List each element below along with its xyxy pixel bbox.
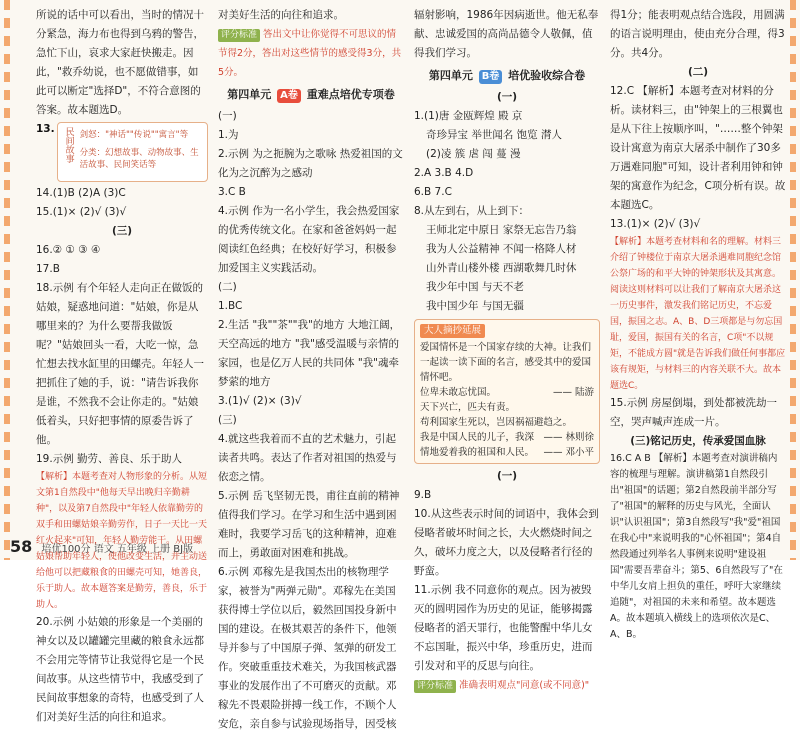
quote-line: 苟利国家生死以，岂因祸福避趋之。 —— 林则徐 [420,417,594,443]
explanation: 【解析】本题考查对人物形象的分析。从短文第1自然段中"他每天早出晚归辛勤耕种"，以及第7自然段中"年轻人依靠勤劳的双手和田螺姑娘辛勤劳作，日子一天比一天红火起来"可知，年轻人勤劳能干。从田螺姑娘帮助年轻人，使他改变生活，并主动送给他可以把藏粮食的田螺壳可知，她善良，乐于助人。故本题答案是勤劳，善良，乐于助人。 [36,472,208,610]
answer-line: 2.A 3.B 4.D [414,167,474,179]
answer-line: 1.BC [218,300,243,312]
paragraph: 所说的话中可以看出，当时的情况十分紧急，海力布也得到乌鸦的警告，急忙下山，哀求大家赶快搬走。因此，"救乔幼说，也不愿做错事，如此可以断定"选择D"，不符合意图的答案。故本题选D。 [36,9,204,116]
quote-line: 我是中国人民的儿子，我深情地爱着我的祖国和人民。 —— 邓小平 [420,432,594,458]
explanation: 【解析】本题考查材料和名的理解。材料三介绍了钟楼位于南京大屠杀遇难同胞纪念馆公祭广场的和平大钟的钟架形状及其寓意。阅读这则材料可以让我们了解南京大屠杀这一历史事件，激发我们铭记历史，不忘爱国，振国之志。A、B、D三项都是与勿忘国耻，爱国，振国有关的名言，C项"不以规矩，不能成方圆"就是告诉我们做任何事都应该有规矩，与材料三的内容关联不大。故本题选C。 [610,237,786,391]
poem-line: 王师北定中原日 家祭无忘告乃翁 [426,224,577,236]
answer-line: 6.B 7.C [414,186,452,198]
answer-line: 20.示例 小姑娘的形象是一个美丽的神女以及以罐罐完里藏的粮食永远都不会用完等情节让我觉得它是一个民间故事。从这些情节中，我感受到了民间故事想象的奇特，也感受到了人们对美好生活的向往和追求。 [36,616,204,723]
answer-line: 10.从这些表示时间的词语中，我体会到侵略者破坏时间之长，大火燃烧时间之久，破坏力度之大，以及侵略者行径的野蛮。 [414,508,599,577]
quote-box-body: 爱国情怀是一个国家存续的大神。让我们一起读一读下面的名言，感受其中的爱国情怀吧。 [420,342,592,383]
answer-line: 16.C A B 【解析】本题考查对演讲稿内容的梳理与理解。演讲稿第1自然段引出"祖国"的话题；第2自然段前半部分写了"祖国"的解释的历史与风光，全面认识"认识祖国"；第3自然段写"我"爱"祖国在我心中"来说明我的"心怀祖国"；第4自然段通过列举名人事例来说明"建设祖国"需要吾辈奋斗；第5、6自然段写了"在中华儿女肩上担负的重任，呼吁大家继续追随"，对祖国的未来和希望。故本题选A。故本题填入横线上的选项依次是C、A、B。 [610,453,783,640]
unit-heading [414,66,600,85]
answer-line: 3.C B [218,186,246,198]
section-heading: (三) [111,225,133,237]
answer-line: 4.就这些我着而不直的艺术魅力，引起读者共鸣。表达了作者对祖国的热爱与依恋之情。 [218,433,397,483]
paragraph: 对美好生活的向往和追求。 [218,9,344,21]
binding-strip-left [4,0,10,560]
answer-line: 14.(1)B (2)A (3)C [36,187,126,199]
section-heading: (一) [496,470,518,482]
answer-line: 3.(1)√ (2)× (3)√ [218,395,302,407]
folk-story-diagram [57,122,208,182]
page-number: 58 [10,537,33,556]
unit-subtitle: 培优验收综合卷 [508,69,586,82]
grading-text: 答出文中让你觉得不可思议的情节得2分，答出对这些情节的感受得3分，共5分。 [218,29,402,78]
column-1 [36,6,208,727]
paragraph: 得1分；能表明观点结合选段，用圆满的语言说明理由，使由充分合理，得3分。共4分。 [610,9,785,59]
answer-line: 19.示例 勤劳、善良、乐于助人 [36,453,183,465]
answer-line: 1.为 [218,129,239,141]
answer-line: 8.从左到右，从上到下： [414,205,530,217]
section-heading: (一) [496,91,518,103]
answer-line: 2.生活 "我""茶""我"的地方 大地江阔，天空高远的地方 "我"感受温暖与亲情的家园，也是亿万人民的共同体 "我"魂牵梦萦的地方 [218,319,401,388]
section-heading: (二) [218,281,237,293]
binding-strip-right [790,0,796,560]
answer-line: 15.(1)× (2)√ (3)√ [36,206,127,218]
answer-line: 4.示例 作为一名小学生，我会热爱国家的优秀传统文化。在家和爸爸妈妈一起阅读红色经典；在校好好学习，积极参加爱国主义实践活动。 [218,205,400,274]
column-4 [610,6,786,643]
section-heading: (三)铭记历史，传承爱国血脉 [630,435,766,447]
answer-line: 9.B [414,489,432,501]
unit-badge: A卷 [277,89,301,103]
answer-line: 13.(1)× (2)√ (3)√ [610,218,701,230]
grading-tag: 评分标准 [414,680,456,693]
answer-line: 18.示例 有个年轻人走向正在做饭的姑娘，疑惑地问道："姑娘，你是从哪里来的？为什么要帮我做饭呢？"姑娘回头一看，大吃一惊，急忙想去找水缸里的田螺壳。年轻人一把抓住了她的手，说："请告诉我你是谁，不然我不会让你走的。"姑娘低着头，只好把事情的原委告诉了他。 [36,282,204,446]
column-3 [414,6,600,695]
grading-tag: 评分标准 [218,29,260,42]
section-heading: (二) [687,66,709,78]
diagram-row: 分类：幻想故事、动物故事、生活故事、民间笑话等 [79,148,199,170]
quote-box-title: 大人摘抄延展 [420,324,485,338]
unit-subtitle: 重难点培优专项卷 [306,88,395,101]
grading-note [414,676,600,695]
quote-line: 位卑未敢忘忧国。 —— 陆游 [420,387,594,398]
column-2 [218,6,404,734]
paragraph: 辐射影响，1986年因病逝世。他无私奉献、忠诚爱国的高尚品德令人敬佩，值得我们学习。 [414,9,599,59]
answer-line: 6.示例 邓稼先是我国杰出的核物理学家，被誉为"两弹元勋"。邓稼先在美国获得博士学位以后，毅然回国投身新中国的建设。在极其艰苦的条件下，他领导并参与了中国原子弹、氢弹的研发工作。突破重重技术难关，为我国核武器事业的发展作出了不可磨灭的贡献。邓稼先不畏艰险拼搏一线工作，不顾个人安危，亲自参与试验现场指导，因受核 [218,566,397,730]
unit-heading [218,85,404,104]
unit-title: 第四单元 [428,69,473,82]
answer-line: 奇珍异宝 举世闻名 饱览 潸人 [426,129,563,141]
diagram-row: 剑怒："神话""传说""寓言"等 [79,130,189,140]
quote-line: 天下兴亡，匹夫有责。 [420,402,516,413]
unit-badge: B卷 [479,70,503,84]
answer-line: 11.示例 我不同意你的观点。因为被毁灭的圆明园作为历史的见证，能够揭露侵略者的滔天罪行，也能警醒中华儿女不忘国耻，振兴中华，珍重历史，进而引发对和平的反思与向往。 [414,584,593,672]
grading-text: 准确表明观点"同意(或不同意)" [459,680,590,691]
poem-line: 我中国少年 与国无疆 [426,300,524,312]
answer-line: (2)凌 簇 虐 闯 蔓 漫 [426,148,521,160]
answer-line: 16.② ① ③ ④ [36,244,101,256]
quote-box [414,319,600,464]
section-heading: (一) [218,110,237,122]
answer-line: 5.示例 岳飞坚韧无畏，甫往直前的精神值得我们学习。在学习和生活中遇到困难时，我要学习岳飞的这种精神，迎难而上，勇敢面对困难和挑战。 [218,490,400,559]
footer-text: 培优100分 语文 五年级 上册 BJ版 [41,544,194,555]
poem-line: 山外青山楼外楼 西湖歌舞几时休 [426,262,577,274]
answer-line: 15.示例 房屋倒塌，到处都被洗劫一空，哭声喊声连成一片。 [610,397,778,428]
page-footer [10,537,193,556]
unit-title: 第四单元 [227,88,272,101]
poem-line: 我少年中国 与天不老 [426,281,524,293]
answer-line: 2.示例 为之扼腕为之歌咏 热爱祖国的文化为之沉醉为之感动 [218,148,403,179]
question-number: 13. [36,123,55,135]
section-heading: (三) [218,414,237,426]
answer-line: 17.B [36,263,60,275]
diagram-label: 民间故事 [63,127,74,163]
answer-line: 1.(1)唐 金瓯辉煌 殿 京 [414,110,523,122]
poem-line: 我为人公益精神 不闻一格降人材 [426,243,577,255]
grading-note [218,25,404,82]
question-13 [36,120,208,184]
answer-line: 12.C 【解析】本题考查对材料的分析。读材料三，由"钟架上的三根翼也是从下往上按顺序叫，"……整个钟架设计寓意为南京大屠杀中制作了30多万遇难同胞"可知，设计者利用钟和钟架的寓意作为纪念，C项分析有误。故本题选C。 [610,85,786,211]
